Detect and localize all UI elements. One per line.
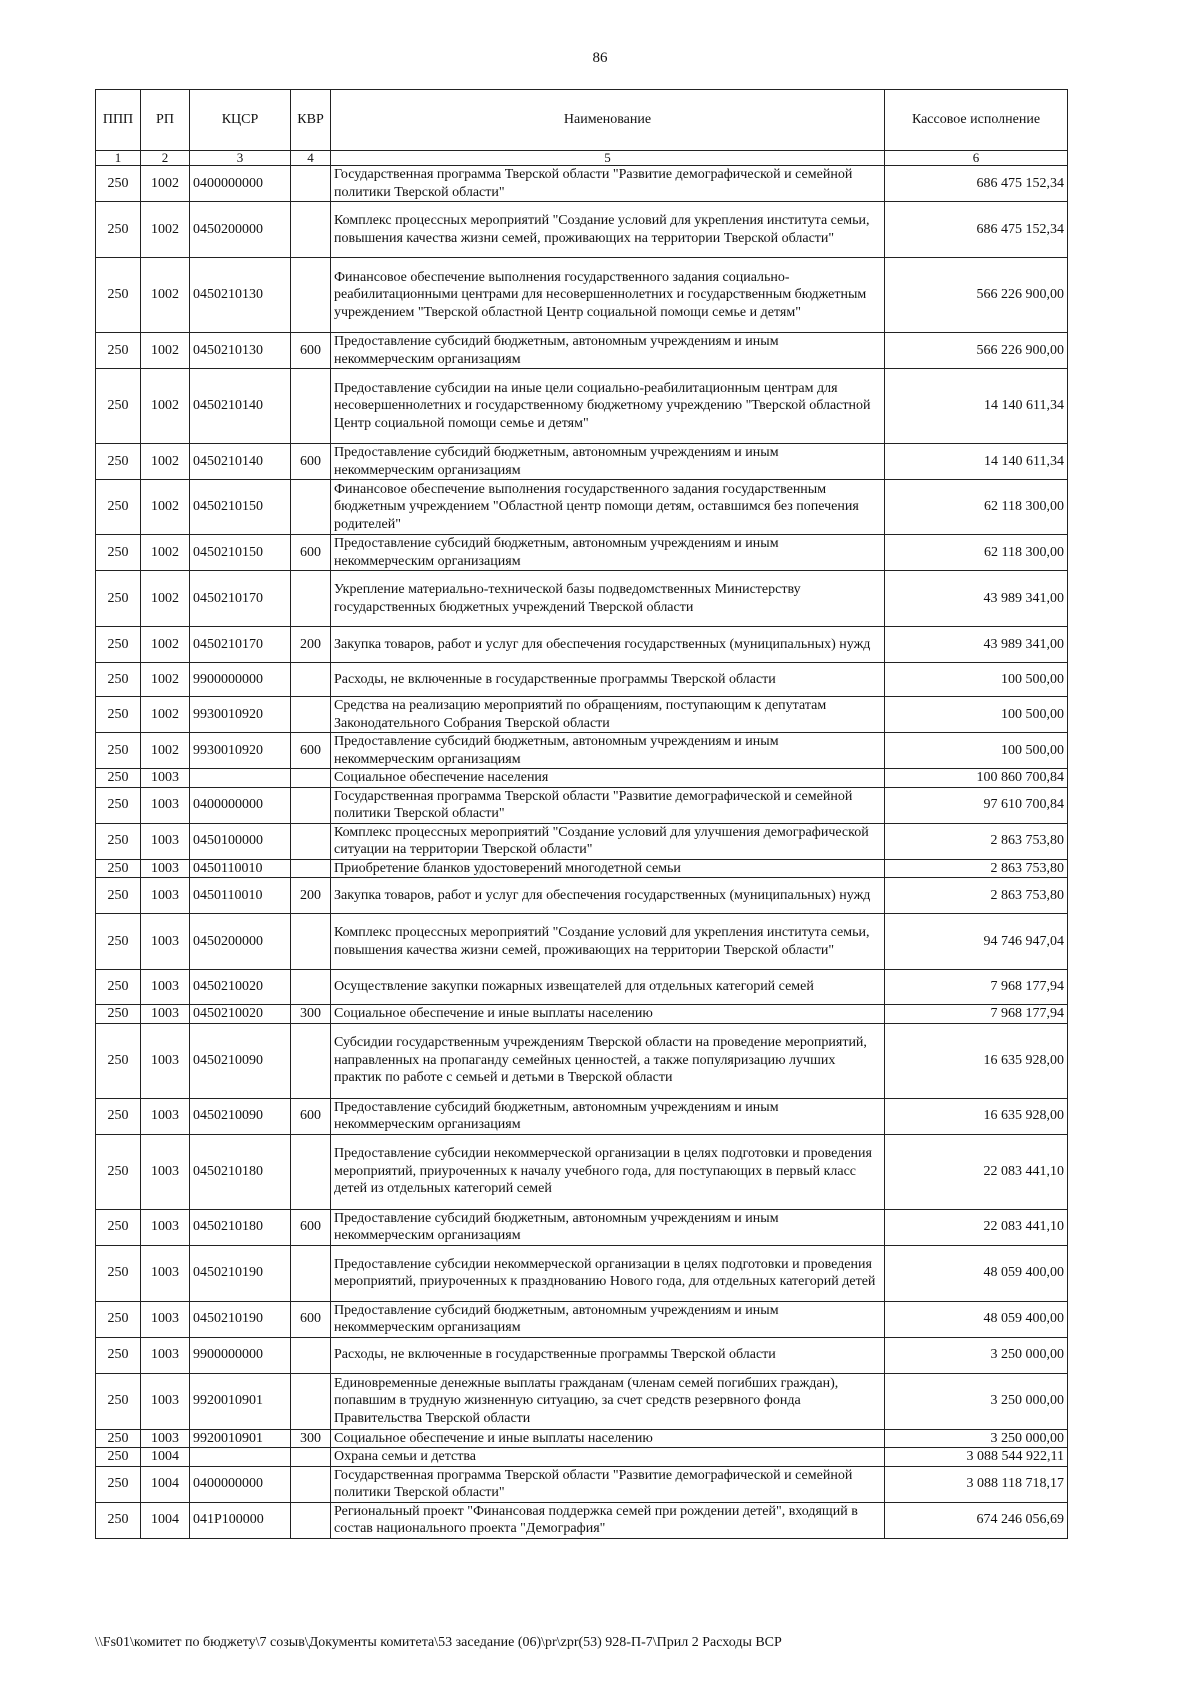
cell-name: Укрепление материально-технической базы подведомственных Министерству государственных бюджетных учреждений Тверской области bbox=[331, 571, 885, 627]
cell-name: Государственная программа Тверской области "Развитие демографической и семейной политики Тверской области" bbox=[331, 787, 885, 823]
table-row bbox=[96, 733, 1068, 769]
cell-name: Финансовое обеспечение выполнения государственного задания социально-реабилитационными центрами для несовершеннолетних и государственным бюджетным учреждением "Тверской областной Центр социальной помощи семье и детям" bbox=[331, 258, 885, 333]
cell-kcsr: 0450210090 bbox=[190, 1098, 291, 1134]
cell-ppp: 250 bbox=[96, 823, 141, 859]
cell-kcsr: 9900000000 bbox=[190, 1337, 291, 1373]
cell-ppp: 250 bbox=[96, 970, 141, 1005]
cell-ppp: 250 bbox=[96, 1098, 141, 1134]
cell-kvr: 300 bbox=[291, 1429, 331, 1448]
cell-kvr: 600 bbox=[291, 333, 331, 369]
cell-ppp: 250 bbox=[96, 914, 141, 970]
cell-name: Закупка товаров, работ и услуг для обеспечения государственных (муниципальных) нужд bbox=[331, 878, 885, 914]
cell-kcsr bbox=[190, 769, 291, 788]
cell-kcsr: 0450210180 bbox=[190, 1134, 291, 1209]
cell-name: Предоставление субсидий бюджетным, автономным учреждениям и иным некоммерческим организациям bbox=[331, 733, 885, 769]
table-row bbox=[96, 333, 1068, 369]
cell-amount: 14 140 611,34 bbox=[885, 369, 1068, 444]
cell-name: Предоставление субсидии на иные цели социально-реабилитационным центрам для несовершеннолетних и государственному бюджетному учреждению "Тверской областной Центр социальной помощи семье и детям" bbox=[331, 369, 885, 444]
cell-amount: 100 500,00 bbox=[885, 697, 1068, 733]
cell-amount: 566 226 900,00 bbox=[885, 333, 1068, 369]
cell-name: Расходы, не включенные в государственные программы Тверской области bbox=[331, 663, 885, 697]
cell-kcsr: 0450210150 bbox=[190, 480, 291, 535]
column-number: 1 bbox=[96, 151, 141, 166]
cell-amount: 2 863 753,80 bbox=[885, 878, 1068, 914]
cell-rp: 1002 bbox=[141, 444, 190, 480]
cell-kvr bbox=[291, 1373, 331, 1429]
cell-kvr bbox=[291, 571, 331, 627]
cell-rp: 1003 bbox=[141, 769, 190, 788]
table-row bbox=[96, 1005, 1068, 1024]
cell-kcsr: 9900000000 bbox=[190, 663, 291, 697]
cell-ppp: 250 bbox=[96, 333, 141, 369]
cell-rp: 1004 bbox=[141, 1466, 190, 1502]
cell-rp: 1002 bbox=[141, 627, 190, 663]
cell-kvr bbox=[291, 697, 331, 733]
cell-kvr bbox=[291, 480, 331, 535]
cell-rp: 1003 bbox=[141, 1098, 190, 1134]
cell-name: Предоставление субсидий бюджетным, автономным учреждениям и иным некоммерческим организациям bbox=[331, 1098, 885, 1134]
table-row bbox=[96, 166, 1068, 202]
cell-kcsr: 0450210180 bbox=[190, 1209, 291, 1245]
cell-name: Предоставление субсидий бюджетным, автономным учреждениям и иным некоммерческим организациям bbox=[331, 444, 885, 480]
cell-kcsr: 0450200000 bbox=[190, 914, 291, 970]
table-row bbox=[96, 1301, 1068, 1337]
cell-amount: 3 250 000,00 bbox=[885, 1373, 1068, 1429]
cell-rp: 1002 bbox=[141, 535, 190, 571]
cell-amount: 3 250 000,00 bbox=[885, 1429, 1068, 1448]
cell-rp: 1002 bbox=[141, 663, 190, 697]
cell-rp: 1002 bbox=[141, 571, 190, 627]
cell-kcsr: 041P100000 bbox=[190, 1502, 291, 1538]
cell-amount: 686 475 152,34 bbox=[885, 202, 1068, 258]
cell-ppp: 250 bbox=[96, 571, 141, 627]
cell-name: Комплекс процессных мероприятий "Создание условий для укрепления института семьи, повышения качества жизни семей, проживающих на территории Тверской области" bbox=[331, 202, 885, 258]
cell-ppp: 250 bbox=[96, 663, 141, 697]
cell-name: Предоставление субсидий бюджетным, автономным учреждениям и иным некоммерческим организациям bbox=[331, 1301, 885, 1337]
cell-amount: 97 610 700,84 bbox=[885, 787, 1068, 823]
table-row bbox=[96, 369, 1068, 444]
table-row bbox=[96, 1209, 1068, 1245]
cell-ppp: 250 bbox=[96, 258, 141, 333]
cell-amount: 16 635 928,00 bbox=[885, 1023, 1068, 1098]
cell-ppp: 250 bbox=[96, 535, 141, 571]
cell-kcsr: 0400000000 bbox=[190, 787, 291, 823]
cell-kcsr: 0450210020 bbox=[190, 970, 291, 1005]
cell-kcsr: 0450210140 bbox=[190, 444, 291, 480]
cell-ppp: 250 bbox=[96, 878, 141, 914]
cell-rp: 1003 bbox=[141, 1373, 190, 1429]
cell-kcsr: 9920010901 bbox=[190, 1373, 291, 1429]
table-row bbox=[96, 535, 1068, 571]
page-number: 86 bbox=[592, 50, 608, 66]
cell-amount: 100 500,00 bbox=[885, 733, 1068, 769]
cell-rp: 1002 bbox=[141, 733, 190, 769]
cell-kvr bbox=[291, 1245, 331, 1301]
cell-name: Охрана семьи и детства bbox=[331, 1448, 885, 1467]
cell-name: Региональный проект "Финансовая поддержка семей при рождении детей", входящий в состав национального проекта "Демография" bbox=[331, 1502, 885, 1538]
cell-name: Государственная программа Тверской области "Развитие демографической и семейной политики Тверской области" bbox=[331, 166, 885, 202]
cell-kvr bbox=[291, 914, 331, 970]
cell-name: Социальное обеспечение населения bbox=[331, 769, 885, 788]
cell-amount: 62 118 300,00 bbox=[885, 480, 1068, 535]
cell-rp: 1003 bbox=[141, 1134, 190, 1209]
column-number: 5 bbox=[331, 151, 885, 166]
cell-rp: 1003 bbox=[141, 1023, 190, 1098]
cell-name: Комплекс процессных мероприятий "Создание условий для улучшения демографической ситуации на территории Тверской области" bbox=[331, 823, 885, 859]
cell-amount: 686 475 152,34 bbox=[885, 166, 1068, 202]
cell-ppp: 250 bbox=[96, 769, 141, 788]
cell-amount: 7 968 177,94 bbox=[885, 970, 1068, 1005]
cell-kcsr: 0450110010 bbox=[190, 859, 291, 878]
cell-name: Предоставление субсидий бюджетным, автономным учреждениям и иным некоммерческим организациям bbox=[331, 535, 885, 571]
table-row bbox=[96, 914, 1068, 970]
cell-kcsr: 0450210140 bbox=[190, 369, 291, 444]
cell-rp: 1003 bbox=[141, 1301, 190, 1337]
table-row bbox=[96, 859, 1068, 878]
cell-amount: 100 860 700,84 bbox=[885, 769, 1068, 788]
cell-rp: 1003 bbox=[141, 1429, 190, 1448]
table-row bbox=[96, 444, 1068, 480]
cell-name: Предоставление субсидии некоммерческой организации в целях подготовки и проведения мероприятий, приуроченных к началу учебного года, для поступающих в первый класс детей из отдельных категорий семей bbox=[331, 1134, 885, 1209]
cell-name: Приобретение бланков удостоверений многодетной семьи bbox=[331, 859, 885, 878]
cell-kvr bbox=[291, 1134, 331, 1209]
cell-ppp: 250 bbox=[96, 1134, 141, 1209]
cell-kcsr: 0450210090 bbox=[190, 1023, 291, 1098]
cell-rp: 1002 bbox=[141, 480, 190, 535]
cell-kcsr: 0400000000 bbox=[190, 1466, 291, 1502]
cell-kcsr: 0450210170 bbox=[190, 627, 291, 663]
cell-kcsr: 9930010920 bbox=[190, 697, 291, 733]
cell-kvr bbox=[291, 1337, 331, 1373]
cell-ppp: 250 bbox=[96, 1466, 141, 1502]
cell-amount: 43 989 341,00 bbox=[885, 571, 1068, 627]
cell-name: Государственная программа Тверской области "Развитие демографической и семейной политики Тверской области" bbox=[331, 1466, 885, 1502]
cell-name: Средства на реализацию мероприятий по обращениям, поступающим к депутатам Законодательного Собрания Тверской области bbox=[331, 697, 885, 733]
cell-kcsr: 0450100000 bbox=[190, 823, 291, 859]
table-row bbox=[96, 480, 1068, 535]
cell-rp: 1003 bbox=[141, 1245, 190, 1301]
cell-kvr bbox=[291, 369, 331, 444]
cell-name: Предоставление субсидий бюджетным, автономным учреждениям и иным некоммерческим организациям bbox=[331, 1209, 885, 1245]
cell-ppp: 250 bbox=[96, 369, 141, 444]
cell-name: Единовременные денежные выплаты гражданам (членам семей погибших граждан), попавшим в трудную жизненную ситуацию, за счет средств резервного фонда Правительства Тверской области bbox=[331, 1373, 885, 1429]
cell-amount: 566 226 900,00 bbox=[885, 258, 1068, 333]
cell-kcsr: 0450210170 bbox=[190, 571, 291, 627]
column-number: 3 bbox=[190, 151, 291, 166]
header-kcsr: КЦСР bbox=[190, 90, 291, 151]
header-rp: РП bbox=[141, 90, 190, 151]
cell-ppp: 250 bbox=[96, 1023, 141, 1098]
cell-kcsr: 0450210190 bbox=[190, 1301, 291, 1337]
table-row bbox=[96, 1023, 1068, 1098]
cell-name: Осуществление закупки пожарных извещателей для отдельных категорий семей bbox=[331, 970, 885, 1005]
table-row bbox=[96, 1502, 1068, 1538]
table-row bbox=[96, 258, 1068, 333]
cell-kvr: 600 bbox=[291, 1209, 331, 1245]
cell-name: Расходы, не включенные в государственные программы Тверской области bbox=[331, 1337, 885, 1373]
cell-kvr bbox=[291, 258, 331, 333]
cell-rp: 1002 bbox=[141, 697, 190, 733]
footer-file-path: \\Fs01\комитет по бюджету\7 созыв\Документы комитета\53 заседание (06)\pr\zpr(53) 928-П-7\Прил 2 Расходы ВСР bbox=[95, 1635, 782, 1650]
table-row bbox=[96, 202, 1068, 258]
table-row bbox=[96, 627, 1068, 663]
cell-kvr: 600 bbox=[291, 733, 331, 769]
cell-ppp: 250 bbox=[96, 627, 141, 663]
cell-ppp: 250 bbox=[96, 1448, 141, 1467]
cell-rp: 1002 bbox=[141, 258, 190, 333]
cell-ppp: 250 bbox=[96, 1005, 141, 1024]
cell-kcsr: 9920010901 bbox=[190, 1429, 291, 1448]
cell-ppp: 250 bbox=[96, 1502, 141, 1538]
table-row bbox=[96, 787, 1068, 823]
table-row bbox=[96, 970, 1068, 1005]
cell-name: Субсидии государственным учреждениям Тверской области на проведение мероприятий, направленных на пропаганду семейных ценностей, а также популяризацию лучших практик по работе с семьей и детьми в Тверской области bbox=[331, 1023, 885, 1098]
cell-name: Социальное обеспечение и иные выплаты населению bbox=[331, 1429, 885, 1448]
cell-ppp: 250 bbox=[96, 166, 141, 202]
cell-rp: 1002 bbox=[141, 369, 190, 444]
cell-rp: 1003 bbox=[141, 878, 190, 914]
cell-amount: 62 118 300,00 bbox=[885, 535, 1068, 571]
cell-ppp: 250 bbox=[96, 1301, 141, 1337]
cell-rp: 1003 bbox=[141, 1337, 190, 1373]
cell-kvr: 600 bbox=[291, 444, 331, 480]
header-amount: Кассовое исполнение bbox=[885, 90, 1068, 151]
cell-kvr: 200 bbox=[291, 627, 331, 663]
cell-amount: 100 500,00 bbox=[885, 663, 1068, 697]
table-row bbox=[96, 1098, 1068, 1134]
cell-amount: 22 083 441,10 bbox=[885, 1209, 1068, 1245]
cell-name: Социальное обеспечение и иные выплаты населению bbox=[331, 1005, 885, 1024]
table-row bbox=[96, 1466, 1068, 1502]
cell-rp: 1002 bbox=[141, 202, 190, 258]
cell-ppp: 250 bbox=[96, 787, 141, 823]
table-header-row bbox=[96, 90, 1068, 151]
cell-kvr bbox=[291, 1023, 331, 1098]
table-row bbox=[96, 697, 1068, 733]
cell-kvr: 200 bbox=[291, 878, 331, 914]
column-number-row bbox=[96, 151, 1068, 166]
cell-amount: 48 059 400,00 bbox=[885, 1245, 1068, 1301]
cell-rp: 1003 bbox=[141, 1005, 190, 1024]
cell-kvr bbox=[291, 970, 331, 1005]
cell-amount: 3 088 544 922,11 bbox=[885, 1448, 1068, 1467]
cell-amount: 674 246 056,69 bbox=[885, 1502, 1068, 1538]
cell-kcsr: 0450210130 bbox=[190, 258, 291, 333]
cell-amount: 16 635 928,00 bbox=[885, 1098, 1068, 1134]
cell-rp: 1004 bbox=[141, 1448, 190, 1467]
cell-rp: 1002 bbox=[141, 333, 190, 369]
cell-amount: 3 088 118 718,17 bbox=[885, 1466, 1068, 1502]
cell-kvr bbox=[291, 202, 331, 258]
column-number: 6 bbox=[885, 151, 1068, 166]
cell-kcsr: 0400000000 bbox=[190, 166, 291, 202]
cell-ppp: 250 bbox=[96, 444, 141, 480]
cell-ppp: 250 bbox=[96, 1373, 141, 1429]
cell-kcsr: 0450200000 bbox=[190, 202, 291, 258]
cell-amount: 7 968 177,94 bbox=[885, 1005, 1068, 1024]
cell-ppp: 250 bbox=[96, 1245, 141, 1301]
cell-kcsr: 0450210130 bbox=[190, 333, 291, 369]
cell-name: Финансовое обеспечение выполнения государственного задания государственным бюджетным учреждением "Областной центр помощи детям, оставшимся без попечения родителей" bbox=[331, 480, 885, 535]
cell-kvr bbox=[291, 166, 331, 202]
cell-kvr: 300 bbox=[291, 1005, 331, 1024]
cell-rp: 1004 bbox=[141, 1502, 190, 1538]
cell-rp: 1003 bbox=[141, 1209, 190, 1245]
cell-rp: 1002 bbox=[141, 166, 190, 202]
cell-ppp: 250 bbox=[96, 697, 141, 733]
table-row bbox=[96, 663, 1068, 697]
cell-ppp: 250 bbox=[96, 202, 141, 258]
cell-kvr: 600 bbox=[291, 1098, 331, 1134]
cell-kvr bbox=[291, 787, 331, 823]
cell-amount: 22 083 441,10 bbox=[885, 1134, 1068, 1209]
cell-kvr bbox=[291, 1502, 331, 1538]
table-row bbox=[96, 1429, 1068, 1448]
cell-kvr bbox=[291, 1466, 331, 1502]
cell-ppp: 250 bbox=[96, 1429, 141, 1448]
header-kvr: КВР bbox=[291, 90, 331, 151]
cell-name: Предоставление субсидии некоммерческой организации в целях подготовки и проведения мероприятий, приуроченных к празднованию Нового года, для отдельных категорий детей bbox=[331, 1245, 885, 1301]
cell-kvr bbox=[291, 769, 331, 788]
cell-kvr bbox=[291, 823, 331, 859]
cell-kvr bbox=[291, 1448, 331, 1467]
table-row bbox=[96, 1337, 1068, 1373]
cell-ppp: 250 bbox=[96, 1337, 141, 1373]
header-ppp: ППП bbox=[96, 90, 141, 151]
table-row bbox=[96, 1373, 1068, 1429]
header-name: Наименование bbox=[331, 90, 885, 151]
cell-amount: 48 059 400,00 bbox=[885, 1301, 1068, 1337]
cell-name: Предоставление субсидий бюджетным, автономным учреждениям и иным некоммерческим организациям bbox=[331, 333, 885, 369]
cell-ppp: 250 bbox=[96, 859, 141, 878]
cell-rp: 1003 bbox=[141, 859, 190, 878]
cell-rp: 1003 bbox=[141, 787, 190, 823]
cell-rp: 1003 bbox=[141, 914, 190, 970]
cell-kvr bbox=[291, 663, 331, 697]
cell-ppp: 250 bbox=[96, 1209, 141, 1245]
cell-kvr: 600 bbox=[291, 1301, 331, 1337]
table-row bbox=[96, 1134, 1068, 1209]
budget-table bbox=[95, 89, 1068, 1539]
cell-amount: 2 863 753,80 bbox=[885, 823, 1068, 859]
cell-name: Комплекс процессных мероприятий "Создание условий для укрепления института семьи, повышения качества жизни семей, проживающих на территории Тверской области" bbox=[331, 914, 885, 970]
cell-amount: 94 746 947,04 bbox=[885, 914, 1068, 970]
cell-amount: 3 250 000,00 bbox=[885, 1337, 1068, 1373]
cell-kcsr bbox=[190, 1448, 291, 1467]
cell-rp: 1003 bbox=[141, 970, 190, 1005]
cell-kcsr: 0450210020 bbox=[190, 1005, 291, 1024]
column-number: 2 bbox=[141, 151, 190, 166]
table-row bbox=[96, 1448, 1068, 1467]
column-number: 4 bbox=[291, 151, 331, 166]
cell-kvr: 600 bbox=[291, 535, 331, 571]
cell-kvr bbox=[291, 859, 331, 878]
table-row bbox=[96, 878, 1068, 914]
cell-ppp: 250 bbox=[96, 733, 141, 769]
cell-kcsr: 0450110010 bbox=[190, 878, 291, 914]
cell-rp: 1003 bbox=[141, 823, 190, 859]
cell-ppp: 250 bbox=[96, 480, 141, 535]
table-row bbox=[96, 823, 1068, 859]
cell-kcsr: 0450210150 bbox=[190, 535, 291, 571]
table-row bbox=[96, 1245, 1068, 1301]
cell-kcsr: 9930010920 bbox=[190, 733, 291, 769]
cell-name: Закупка товаров, работ и услуг для обеспечения государственных (муниципальных) нужд bbox=[331, 627, 885, 663]
cell-amount: 2 863 753,80 bbox=[885, 859, 1068, 878]
table-row bbox=[96, 571, 1068, 627]
cell-amount: 43 989 341,00 bbox=[885, 627, 1068, 663]
cell-amount: 14 140 611,34 bbox=[885, 444, 1068, 480]
cell-kcsr: 0450210190 bbox=[190, 1245, 291, 1301]
table-row bbox=[96, 769, 1068, 788]
